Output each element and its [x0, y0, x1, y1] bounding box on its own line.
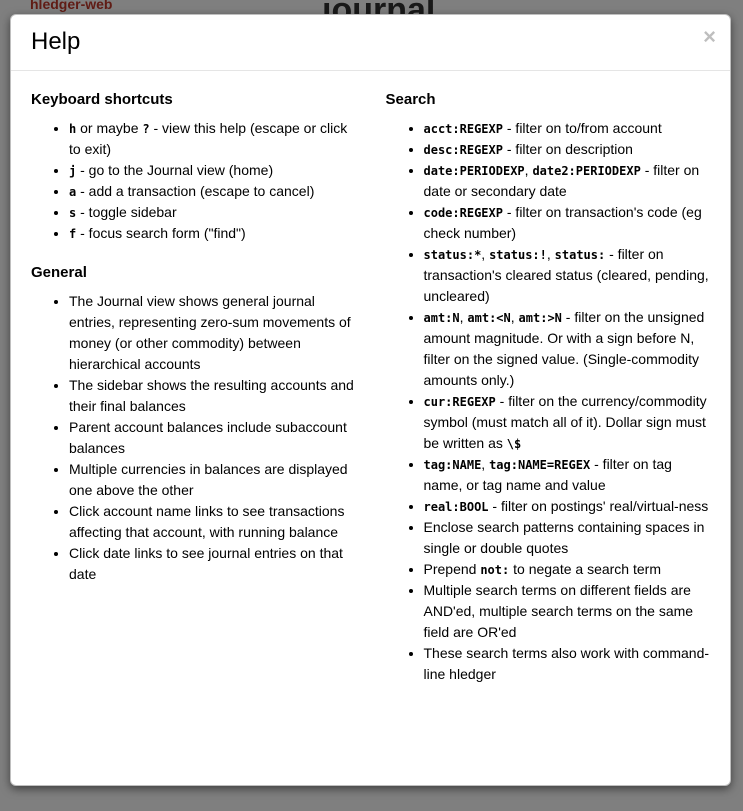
list-item: • h or maybe ? - view this help (escape or click to exit) [69, 118, 356, 160]
code-span: real:BOOL [423, 499, 489, 514]
code-span: acct:REGEXP [423, 121, 503, 136]
list-item: • The sidebar shows the resulting accounts and their final balances [69, 375, 356, 417]
code-span: status: [554, 247, 606, 262]
list-item: • Enclose search patterns containing spaces in single or double quotes [424, 517, 711, 559]
list-item: • status:*, status:!, status: - filter on transaction's cleared status (cleared, pending, uncleared) [424, 244, 711, 307]
code-span: f [69, 226, 77, 241]
code-span: amt:<N [467, 310, 511, 325]
list-item: • cur:REGEXP - filter on the currency/commodity symbol (must match all of it). Dollar sign must be written as \$ [424, 391, 711, 454]
code-span: code:REGEXP [423, 205, 503, 220]
code-span: not: [480, 562, 510, 577]
list-item: • amt:N, amt:<N, amt:>N - filter on the unsigned amount magnitude. Or with a sign before N, filter on the signed value. (Single-commodity amounts only.) [424, 307, 711, 391]
list-item: • These search terms also work with command-line hledger [424, 643, 711, 685]
code-span: desc:REGEXP [423, 142, 503, 157]
list-item: • Parent account balances include subaccount balances [69, 417, 356, 459]
list-item: • date:PERIODEXP, date2:PERIODEXP - filter on date or secondary date [424, 160, 711, 202]
code-span: ? [142, 121, 150, 136]
list-item: • a - add a transaction (escape to cancel) [69, 181, 356, 202]
help-list [386, 118, 711, 685]
list-item: • Multiple currencies in balances are displayed one above the other [69, 459, 356, 501]
code-span: date:PERIODEXP [423, 163, 525, 178]
list-item: • Multiple search terms on different fields are AND'ed, multiple search terms on the same field are OR'ed [424, 580, 711, 643]
list-item: • Prepend not: to negate a search term [424, 559, 711, 580]
list-item: • The Journal view shows general journal entries, representing zero-sum movements of money (or other commodity) between hierarchical accounts [69, 291, 356, 375]
code-span: h [69, 121, 77, 136]
code-span: a [69, 184, 77, 199]
help-column-right [371, 85, 726, 775]
code-span: j [69, 163, 77, 178]
code-span: amt:>N [518, 310, 562, 325]
list-item: • tag:NAME, tag:NAME=REGEX - filter on tag name, or tag name and value [424, 454, 711, 496]
modal-title: Help [31, 28, 81, 55]
section-heading: General [31, 263, 87, 281]
help-modal [10, 14, 731, 786]
code-span: s [69, 205, 77, 220]
modal-body [11, 71, 730, 785]
code-span: date2:PERIODEXP [532, 163, 641, 178]
list-item: • code:REGEXP - filter on transaction's code (eg check number) [424, 202, 711, 244]
code-span: tag:NAME=REGEX [489, 457, 591, 472]
code-span: status:! [489, 247, 547, 262]
section-heading: Keyboard shortcuts [31, 90, 173, 108]
help-list [31, 118, 356, 244]
section-heading: Search [385, 90, 436, 108]
list-item: • acct:REGEXP - filter on to/from account [424, 118, 711, 139]
list-item: • desc:REGEXP - filter on description [424, 139, 711, 160]
code-span: status:* [423, 247, 482, 262]
list-item: • real:BOOL - filter on postings' real/virtual-ness [424, 496, 711, 517]
help-column-left [16, 85, 371, 775]
code-span: amt:N [423, 310, 460, 325]
list-item: • f - focus search form ("find") [69, 223, 356, 244]
code-span: tag:NAME [423, 457, 482, 472]
code-span: cur:REGEXP [423, 394, 496, 409]
close-icon[interactable]: × [703, 24, 716, 49]
code-span: \$ [506, 436, 522, 451]
list-item: • Click date links to see journal entries on that date [69, 543, 356, 585]
modal-header [11, 15, 730, 71]
list-item: • j - go to the Journal view (home) [69, 160, 356, 181]
list-item: • s - toggle sidebar [69, 202, 356, 223]
list-item: • Click account name links to see transactions affecting that account, with running balance [69, 501, 356, 543]
help-list [31, 291, 356, 585]
